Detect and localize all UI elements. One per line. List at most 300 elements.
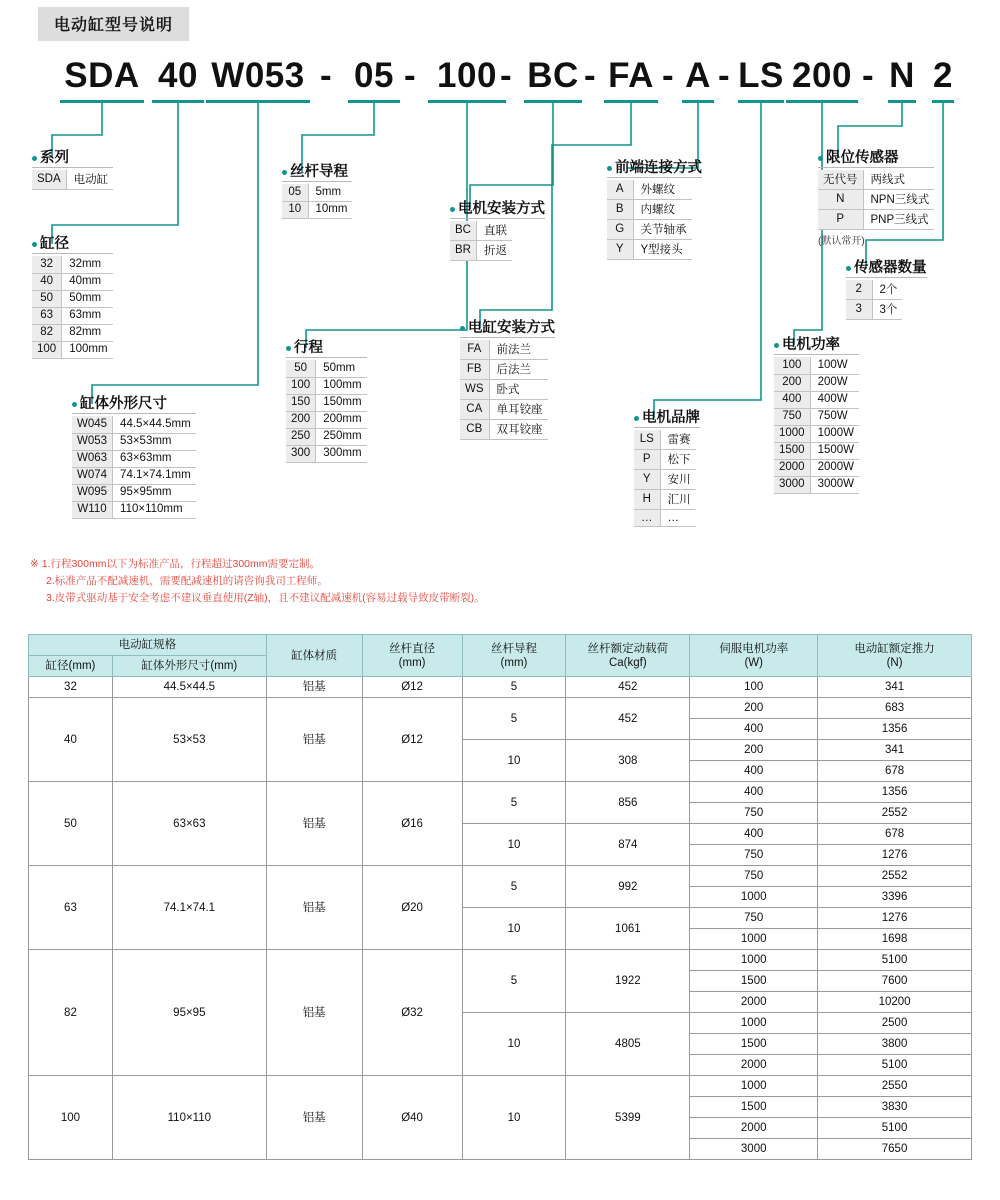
legend-description: 100mm <box>62 341 113 358</box>
spec-table-row <box>29 866 972 887</box>
legend-code: H <box>634 490 660 510</box>
legend-description: 50mm <box>62 290 113 307</box>
code-segment-40: 40 <box>158 56 198 95</box>
spec-rated-thrust: 3800 <box>818 1034 972 1055</box>
spec-dynamic-load: 992 <box>566 866 690 908</box>
legend-code: 200 <box>774 374 810 391</box>
spec-lead: 5 <box>462 677 566 698</box>
spec-rated-thrust: 7650 <box>818 1139 972 1160</box>
legend-code: Y <box>634 470 660 490</box>
spec-screw-diameter: Ø20 <box>362 866 462 950</box>
spec-screw-diameter: Ø32 <box>362 950 462 1076</box>
legend-title-text: 前端连接方式 <box>615 160 702 176</box>
code-segment-bc: BC <box>527 56 579 95</box>
legend-code: 3 <box>846 300 872 320</box>
legend-row <box>774 357 859 374</box>
legend-row <box>286 445 367 462</box>
legend-row <box>846 280 902 300</box>
legend-code: FB <box>460 360 489 380</box>
legend-row <box>450 221 512 241</box>
spec-rated-thrust: 2552 <box>818 803 972 824</box>
legend-sensor-count <box>846 260 927 320</box>
spec-rated-thrust: 1698 <box>818 929 972 950</box>
legend-row <box>286 428 367 445</box>
legend-row <box>72 450 196 467</box>
legend-description: 关节轴承 <box>633 220 692 240</box>
spec-rated-thrust: 678 <box>818 761 972 782</box>
legend-code: W095 <box>72 484 113 501</box>
spec-rated-thrust: 10200 <box>818 992 972 1013</box>
spec-rated-thrust: 5100 <box>818 1055 972 1076</box>
legend-row <box>72 467 196 484</box>
legend-code: 150 <box>286 394 316 411</box>
bullet-dot <box>286 346 291 351</box>
legend-description: 折返 <box>476 241 512 261</box>
legend-description: NPN三线式 <box>863 190 934 210</box>
legend-row <box>774 391 859 408</box>
legend-code: 400 <box>774 391 810 408</box>
legend-title-text: 系列 <box>40 150 69 166</box>
legend-row <box>32 256 113 273</box>
legend-description: 后法兰 <box>489 360 548 380</box>
code-separator-dash: - <box>662 56 674 95</box>
legend-row <box>32 324 113 341</box>
spec-rated-thrust: 1276 <box>818 845 972 866</box>
spec-motor-power: 100 <box>690 677 818 698</box>
header-line-1: 丝杆额定动载荷 <box>587 642 669 655</box>
footnote-3: 3.皮带式驱动基于安全考虑不建议垂直使用(Z轴)，且不建议配减速机(容易过载导致皮带断裂)。 <box>46 592 485 604</box>
legend-code: 200 <box>286 411 316 428</box>
legend-row <box>460 420 548 440</box>
legend-row <box>32 170 113 190</box>
spec-header-row-1 <box>29 635 972 656</box>
legend-description: 两线式 <box>863 170 934 190</box>
legend-row <box>32 273 113 290</box>
header-line-2: (W) <box>744 656 763 669</box>
spec-body-size: 53×53 <box>112 698 266 782</box>
spec-lead: 10 <box>462 1013 566 1076</box>
legend-row <box>846 300 902 320</box>
spec-motor-power: 2000 <box>690 992 818 1013</box>
legend-row <box>634 510 696 527</box>
legend-code: WS <box>460 380 489 400</box>
legend-description: 32mm <box>62 256 113 273</box>
spec-dynamic-load: 308 <box>566 740 690 782</box>
spec-lead: 10 <box>462 908 566 950</box>
legend-code: 32 <box>32 256 62 273</box>
legend-code: P <box>634 450 660 470</box>
legend-row <box>634 470 696 490</box>
spec-dynamic-load: 5399 <box>566 1076 690 1160</box>
spec-body-size: 63×63 <box>112 782 266 866</box>
spec-motor-power: 3000 <box>690 1139 818 1160</box>
spec-dynamic-load: 452 <box>566 698 690 740</box>
legend-description: 安川 <box>660 470 696 490</box>
legend-code: FA <box>460 340 489 360</box>
legend-description: 100W <box>810 357 859 374</box>
code-separator-dash: - <box>320 56 332 95</box>
legend-description: 直联 <box>476 221 512 241</box>
legend-table-stroke <box>286 360 367 463</box>
footnote-2: 2.标准产品不配减速机，需要配减速机的请咨询我司工程师。 <box>46 575 328 587</box>
legend-code: 无代号 <box>818 170 863 190</box>
spec-body-size: 95×95 <box>112 950 266 1076</box>
spec-table <box>28 634 972 1160</box>
legend-row <box>607 200 692 220</box>
legend-description: 松下 <box>660 450 696 470</box>
bullet-dot <box>282 170 287 175</box>
spec-rated-thrust: 341 <box>818 740 972 761</box>
legend-row <box>460 360 548 380</box>
legend-table-limit-sensor <box>818 170 934 230</box>
spec-header-group: 电动缸规格 <box>29 635 267 656</box>
bullet-dot <box>634 416 639 421</box>
header-line-2: (N) <box>886 656 903 669</box>
spec-body-size: 44.5×44.5 <box>112 677 266 698</box>
legend-table-lead <box>282 184 352 219</box>
bullet-dot <box>32 242 37 247</box>
legend-code: 82 <box>32 324 62 341</box>
legend-row <box>282 201 352 218</box>
spec-material: 铝基 <box>266 782 362 866</box>
legend-series <box>32 150 113 190</box>
legend-code: 1000 <box>774 425 810 442</box>
legend-code: G <box>607 220 633 240</box>
spec-material: 铝基 <box>266 677 362 698</box>
legend-table-motor-brand <box>634 430 696 527</box>
legend-description: 200mm <box>316 411 367 428</box>
legend-code: 300 <box>286 445 316 462</box>
legend-title-text: 电机安装方式 <box>458 201 545 217</box>
legend-code: W053 <box>72 433 113 450</box>
legend-stroke <box>286 340 367 463</box>
bullet-dot <box>460 326 465 331</box>
spec-motor-power: 1500 <box>690 1034 818 1055</box>
legend-row <box>774 374 859 391</box>
legend-row <box>774 408 859 425</box>
code-separator-dash: - <box>718 56 730 95</box>
spec-header-col-4 <box>462 635 566 677</box>
code-segment-w053: W053 <box>211 56 305 95</box>
legend-code: 2000 <box>774 459 810 476</box>
spec-lead: 5 <box>462 866 566 908</box>
legend-table-front-connection <box>607 180 692 260</box>
header-line-1: 伺服电机功率 <box>719 642 789 655</box>
legend-table-body-size <box>72 416 196 519</box>
legend-row <box>607 240 692 260</box>
footnotes <box>30 556 730 607</box>
legend-bore <box>32 236 113 359</box>
legend-description: 10mm <box>308 201 352 218</box>
legend-table-motor-power <box>774 357 859 494</box>
legend-description: 1500W <box>810 442 859 459</box>
spec-rated-thrust: 341 <box>818 677 972 698</box>
legend-description: 150mm <box>316 394 367 411</box>
spec-material: 铝基 <box>266 1076 362 1160</box>
spec-material: 铝基 <box>266 698 362 782</box>
legend-description: 40mm <box>62 273 113 290</box>
legend-title-text: 缸体外形尺寸 <box>80 396 167 412</box>
legend-description: … <box>660 510 696 527</box>
spec-motor-power: 1000 <box>690 1013 818 1034</box>
spec-header-col-5 <box>566 635 690 677</box>
legend-description: 1000W <box>810 425 859 442</box>
spec-body-size: 74.1×74.1 <box>112 866 266 950</box>
legend-code: … <box>634 510 660 527</box>
spec-lead: 10 <box>462 740 566 782</box>
spec-header-col-7 <box>818 635 972 677</box>
spec-motor-power: 1500 <box>690 971 818 992</box>
spec-rated-thrust: 2552 <box>818 866 972 887</box>
spec-lead: 5 <box>462 698 566 740</box>
legend-title-text: 传感器数量 <box>854 260 927 276</box>
spec-header-col-1: 缸体外形尺寸(mm) <box>112 656 266 677</box>
spec-table-body <box>29 677 972 1160</box>
legend-description: 300mm <box>316 445 367 462</box>
footnote-1: ※ 1.行程300mm以下为标准产品，行程超过300mm需要定制。 <box>30 558 320 570</box>
spec-lead: 5 <box>462 950 566 1013</box>
legend-code: N <box>818 190 863 210</box>
legend-description: 53×53mm <box>113 433 196 450</box>
legend-front-connection <box>607 160 702 260</box>
legend-description: 双耳铰座 <box>489 420 548 440</box>
header-line-1: 丝杆直径 <box>389 642 436 655</box>
legend-title-text: 行程 <box>294 340 323 356</box>
legend-description: 电动缸 <box>66 170 113 190</box>
spec-header-col-6 <box>690 635 818 677</box>
spec-dynamic-load: 874 <box>566 824 690 866</box>
legend-row <box>634 490 696 510</box>
legend-motor-mount <box>450 201 545 261</box>
spec-dynamic-load: 452 <box>566 677 690 698</box>
legend-title-text: 电机品牌 <box>642 410 700 426</box>
legend-description: 雷赛 <box>660 430 696 450</box>
legend-code: W063 <box>72 450 113 467</box>
legend-code: A <box>607 180 633 200</box>
spec-screw-diameter: Ø16 <box>362 782 462 866</box>
legend-description: 74.1×74.1mm <box>113 467 196 484</box>
legend-description: 63×63mm <box>113 450 196 467</box>
spec-rated-thrust: 3396 <box>818 887 972 908</box>
bullet-dot <box>846 266 851 271</box>
spec-motor-power: 750 <box>690 803 818 824</box>
spec-motor-power: 2000 <box>690 1055 818 1076</box>
spec-rated-thrust: 2500 <box>818 1013 972 1034</box>
legend-description: 2000W <box>810 459 859 476</box>
legend-code: 2 <box>846 280 872 300</box>
legend-description: 95×95mm <box>113 484 196 501</box>
legend-row <box>72 433 196 450</box>
legend-row <box>607 180 692 200</box>
legend-row <box>607 220 692 240</box>
spec-rated-thrust: 678 <box>818 824 972 845</box>
spec-rated-thrust: 3830 <box>818 1097 972 1118</box>
header-line-2: Ca(kgf) <box>608 656 647 669</box>
legend-row <box>634 430 696 450</box>
spec-motor-power: 400 <box>690 719 818 740</box>
legend-code: SDA <box>32 170 66 190</box>
legend-description: 750W <box>810 408 859 425</box>
bullet-dot <box>32 156 37 161</box>
spec-table-row <box>29 1076 972 1097</box>
bullet-dot <box>450 207 455 212</box>
legend-description: 3个 <box>872 300 902 320</box>
legend-description: 100mm <box>316 377 367 394</box>
spec-rated-thrust: 683 <box>818 698 972 719</box>
spec-dynamic-load: 1922 <box>566 950 690 1013</box>
spec-header-col-0: 缸径(mm) <box>29 656 113 677</box>
legend-row <box>286 394 367 411</box>
legend-row <box>774 459 859 476</box>
code-segment-100: 100 <box>437 56 497 95</box>
spec-lead: 10 <box>462 824 566 866</box>
legend-description: 110×110mm <box>113 501 196 518</box>
legend-motor-brand <box>634 410 700 527</box>
legend-code: 10 <box>282 201 308 218</box>
spec-screw-diameter: Ø12 <box>362 698 462 782</box>
spec-rated-thrust: 5100 <box>818 1118 972 1139</box>
bullet-dot <box>72 402 77 407</box>
spec-table-container <box>28 634 972 1160</box>
spec-motor-power: 1000 <box>690 929 818 950</box>
legend-description: 44.5×44.5mm <box>113 416 196 433</box>
legend-motor-power <box>774 337 859 494</box>
header-line-1: 丝杆导程 <box>490 642 537 655</box>
code-separator-dash: - <box>500 56 512 95</box>
header-line-1: 电动缸额定推力 <box>854 642 935 655</box>
legend-description: 汇川 <box>660 490 696 510</box>
legend-code: W110 <box>72 501 113 518</box>
legend-code: BC <box>450 221 476 241</box>
spec-motor-power: 200 <box>690 698 818 719</box>
legend-code: 100 <box>32 341 62 358</box>
legend-code: 250 <box>286 428 316 445</box>
legend-description: 单耳铰座 <box>489 400 548 420</box>
legend-code: 50 <box>286 360 316 377</box>
bullet-dot <box>774 343 779 348</box>
spec-rated-thrust: 1356 <box>818 719 972 740</box>
legend-description: Y型接头 <box>633 240 692 260</box>
spec-bore: 32 <box>29 677 113 698</box>
spec-dynamic-load: 856 <box>566 782 690 824</box>
spec-motor-power: 1000 <box>690 1076 818 1097</box>
legend-title-text: 电缸安装方式 <box>468 320 555 336</box>
legend-cylinder-mount <box>460 320 555 440</box>
legend-table-cylinder-mount <box>460 340 548 440</box>
spec-dynamic-load: 4805 <box>566 1013 690 1076</box>
legend-description: 5mm <box>308 184 352 201</box>
spec-lead: 10 <box>462 1076 566 1160</box>
spec-motor-power: 750 <box>690 845 818 866</box>
spec-bore: 82 <box>29 950 113 1076</box>
legend-description: 63mm <box>62 307 113 324</box>
legend-row <box>460 400 548 420</box>
legend-code: Y <box>607 240 633 260</box>
spec-body-size: 110×110 <box>112 1076 266 1160</box>
spec-motor-power: 750 <box>690 908 818 929</box>
code-segment-2: 2 <box>933 56 953 95</box>
spec-screw-diameter: Ø40 <box>362 1076 462 1160</box>
limit-sensor-note: (默认常开) <box>818 236 865 247</box>
legend-row <box>32 341 113 358</box>
spec-motor-power: 400 <box>690 824 818 845</box>
legend-row <box>286 411 367 428</box>
legend-description: 2个 <box>872 280 902 300</box>
legend-description: 250mm <box>316 428 367 445</box>
legend-row <box>818 190 934 210</box>
spec-bore: 100 <box>29 1076 113 1160</box>
legend-description: 200W <box>810 374 859 391</box>
legend-row <box>450 241 512 261</box>
legend-row <box>460 340 548 360</box>
legend-row <box>460 380 548 400</box>
spec-table-row <box>29 950 972 971</box>
legend-row <box>774 442 859 459</box>
legend-code: 100 <box>774 357 810 374</box>
legend-row <box>774 476 859 493</box>
code-segment-n: N <box>889 56 915 95</box>
legend-code: 1500 <box>774 442 810 459</box>
legend-title-text: 限位传感器 <box>826 150 899 166</box>
spec-rated-thrust: 7600 <box>818 971 972 992</box>
legend-table-series <box>32 170 113 190</box>
spec-motor-power: 400 <box>690 782 818 803</box>
legend-row <box>32 307 113 324</box>
legend-description: 前法兰 <box>489 340 548 360</box>
bullet-dot <box>818 156 823 161</box>
header-line-2: (mm) <box>500 656 528 669</box>
code-segment-05: 05 <box>354 56 394 95</box>
legend-description: PNP三线式 <box>863 210 934 230</box>
legend-code: CB <box>460 420 489 440</box>
legend-title-text: 丝杆导程 <box>290 164 348 180</box>
legend-row <box>32 290 113 307</box>
legend-row <box>286 377 367 394</box>
spec-material: 铝基 <box>266 950 362 1076</box>
legend-lead <box>282 164 352 219</box>
spec-bore: 50 <box>29 782 113 866</box>
code-segment-a: A <box>685 56 711 95</box>
code-separator-dash: - <box>862 56 874 95</box>
spec-table-head <box>29 635 972 677</box>
legend-table-bore <box>32 256 113 359</box>
spec-dynamic-load: 1061 <box>566 908 690 950</box>
page-title: 电动缸型号说明 <box>38 7 189 41</box>
spec-rated-thrust: 2550 <box>818 1076 972 1097</box>
spec-rated-thrust: 1276 <box>818 908 972 929</box>
legend-limit-sensor <box>818 150 934 247</box>
spec-table-row <box>29 698 972 719</box>
legend-code: 05 <box>282 184 308 201</box>
spec-rated-thrust: 5100 <box>818 950 972 971</box>
spec-bore: 63 <box>29 866 113 950</box>
legend-code: W074 <box>72 467 113 484</box>
spec-table-row <box>29 677 972 698</box>
legend-code: B <box>607 200 633 220</box>
code-segment-200: 200 <box>792 56 852 95</box>
legend-description: 外螺纹 <box>633 180 692 200</box>
spec-motor-power: 2000 <box>690 1118 818 1139</box>
legend-description: 内螺纹 <box>633 200 692 220</box>
legend-code: CA <box>460 400 489 420</box>
spec-header-col-3 <box>362 635 462 677</box>
spec-bore: 40 <box>29 698 113 782</box>
code-segment-sda: SDA <box>64 56 140 95</box>
spec-motor-power: 1500 <box>690 1097 818 1118</box>
legend-code: BR <box>450 241 476 261</box>
code-separator-dash: - <box>404 56 416 95</box>
legend-description: 卧式 <box>489 380 548 400</box>
